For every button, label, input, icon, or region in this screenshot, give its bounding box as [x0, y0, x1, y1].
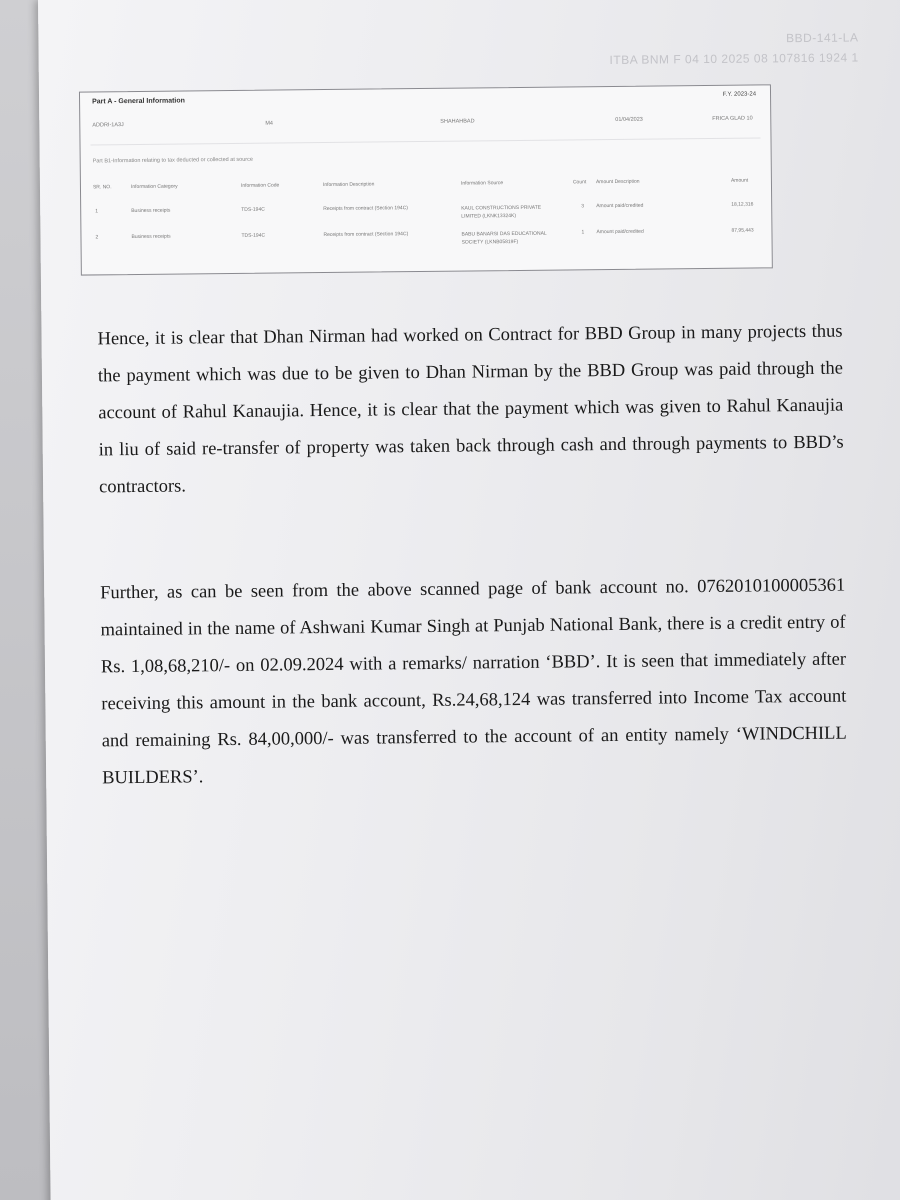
scan-financial-year: F.Y. 2023-24: [722, 91, 757, 98]
scan-title: Part A - General Information: [92, 97, 185, 106]
scan-col-header: Amount: [730, 177, 749, 184]
scan-info-cell: 01/04/2023: [615, 116, 643, 123]
faint-header-line-1: BBD-141-LA: [785, 30, 859, 46]
scan-info-cell: FRICA GLAD 10: [712, 115, 753, 122]
scan-cell: 1: [581, 229, 585, 236]
scan-col-header: Information Source: [460, 180, 504, 187]
scan-col-header: Amount Description: [595, 178, 640, 186]
scan-info-cell: ADDRI-1A3J: [92, 122, 124, 129]
scan-col-header: Information Category: [130, 183, 178, 191]
scan-col-header: Information Code: [240, 182, 280, 189]
scan-column-headers: [81, 177, 771, 191]
scan-col-header: Count: [572, 179, 587, 186]
show-through-text: [247, 851, 870, 1145]
faint-page-header: [609, 27, 859, 70]
paragraph-1: Hence, it is clear that Dhan Nirman had worked on Contract for BBD Group in many projects thus the payment which was due to be given to Dhan Nirman by the BBD Group was paid through the account of Rahul Kanaujia. Hence, it is clear that the payment which was given to Rahul Kanaujia in liu of said re-transfer of property was taken back through cash and through payments to BBD’s contractors.: [97, 321, 844, 498]
scan-cell: Amount paid/credited: [596, 228, 644, 236]
scan-cell: KAUL CONSTRUCTIONS PRIVATE LIMITED (LKNK13324K): [461, 204, 542, 220]
scan-cell: 3: [581, 203, 585, 210]
scan-info-cell: M4: [265, 120, 273, 127]
scan-cell: 87,95,443: [731, 227, 754, 234]
scan-cell: Amount paid/credited: [596, 202, 644, 210]
scan-cell: Business receipts: [131, 233, 171, 241]
faint-header-line-2: ITBA BNM F 04 10 2025 08 107816 1924 1: [609, 50, 859, 68]
scan-cell: Receipts from contract (Section 194C): [323, 205, 408, 213]
scan-subtitle: Part B1-Information relating to tax deducted or collected at source: [92, 156, 253, 165]
scan-cell: BABU BANARSI DAS EDUCATIONAL SOCIETY (LKNB05819F): [461, 230, 547, 246]
scan-cell: TDS-194C: [241, 206, 265, 213]
scan-cell: TDS-194C: [241, 232, 266, 239]
show-through-line: [250, 1103, 870, 1145]
scan-table-row: [81, 201, 771, 220]
scan-col-header: SR. NO.: [92, 184, 112, 191]
scan-cell: 1: [95, 208, 99, 215]
scan-cell: 2: [95, 234, 99, 241]
paragraph-2: Further, as can be seen from the above scanned page of bank account no. 0762010100005361 maintained in the name of Ashwani Kumar Singh at Punjab National Bank, there is a credit entry of Rs. 1,08,68,210/- on 02.09.2024 with a remarks/ narration ‘BBD’. It is seen that immediately after receiving this amount in the bank account, Rs.24,68,124 was transferred into Income Tax account and remaining Rs. 84,00,000/- was transferred to the account of an entity namely ‘WINDCHILL BUILDERS’.: [100, 575, 847, 789]
scan-cell: Business receipts: [131, 207, 171, 215]
document-page: [38, 0, 900, 1200]
scan-cell: 18,12,316: [731, 201, 754, 208]
scan-table-row: [81, 227, 771, 246]
scan-col-header: Information Description: [322, 181, 375, 189]
scan-cell: Receipts from contract (Section 194C): [323, 231, 409, 239]
scanned-tax-statement: [79, 84, 773, 275]
scan-info-cell: SHAHAHBAD: [440, 118, 475, 125]
